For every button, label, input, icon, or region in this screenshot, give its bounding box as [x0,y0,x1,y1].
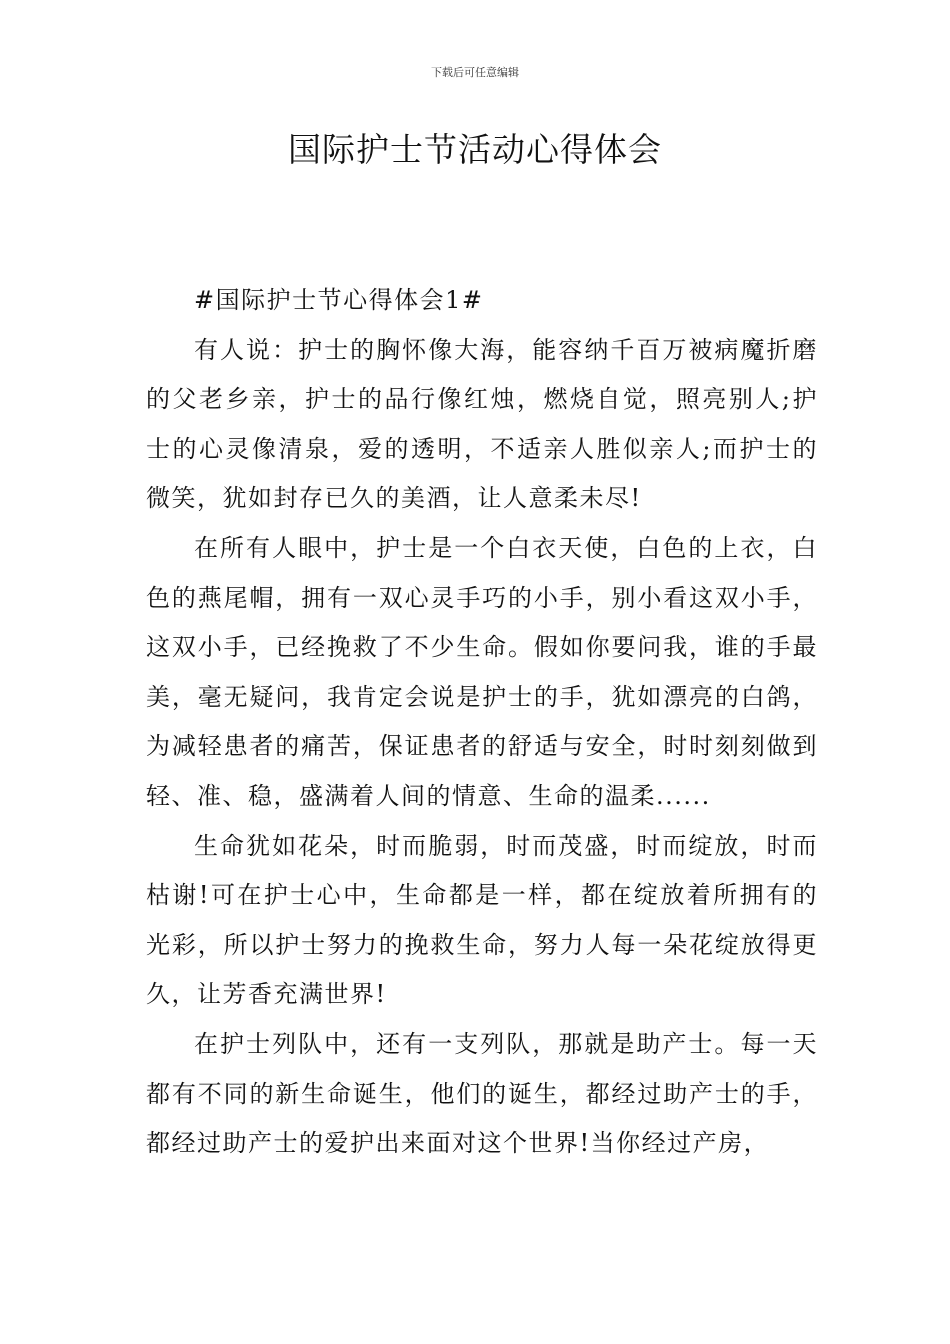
section-heading: #国际护士节心得体会1# [194,286,484,314]
paragraph: 生命犹如花朵，时而脆弱，时而茂盛，时而绽放，时而枯谢!可在护士心中，生命都是一样，都在绽放着所拥有的光彩，所以护士努力的挽救生命，努力人每一朵花绽放得更久，让芳香充满世界! [146,831,818,1009]
document-body [146,276,818,1169]
header-note: 下载后可任意编辑 [431,66,519,79]
paragraph: 在所有人眼中，护士是一个白衣天使，白色的上衣，白色的燕尾帽，拥有一双心灵手巧的小手，别小看这双小手，这双小手，已经挽救了不少生命。假如你要问我，谁的手最美，毫无疑问，我肯定会说是护士的手，犹如漂亮的白鸽，为减轻患者的痛苦，保证患者的舒适与安全，时时刻刻做到轻、准、稳，盛满着人间的情意、生命的温柔...... [146,533,818,810]
paragraph: 在护士列队中，还有一支列队，那就是助产士。每一天都有不同的新生命诞生，他们的诞生，都经过助产士的手，都经过助产士的爱护出来面对这个世界!当你经过产房， [146,1029,818,1158]
paragraph: 有人说：护士的胸怀像大海，能容纳千百万被病魔折磨的父老乡亲，护士的品行像红烛，燃烧自觉，照亮别人;护士的心灵像清泉，爱的透明，不适亲人胜似亲人;而护士的微笑，犹如封存已久的美酒，让人意柔未尽! [146,335,818,513]
document-title: 国际护士节活动心得体会 [288,130,662,169]
